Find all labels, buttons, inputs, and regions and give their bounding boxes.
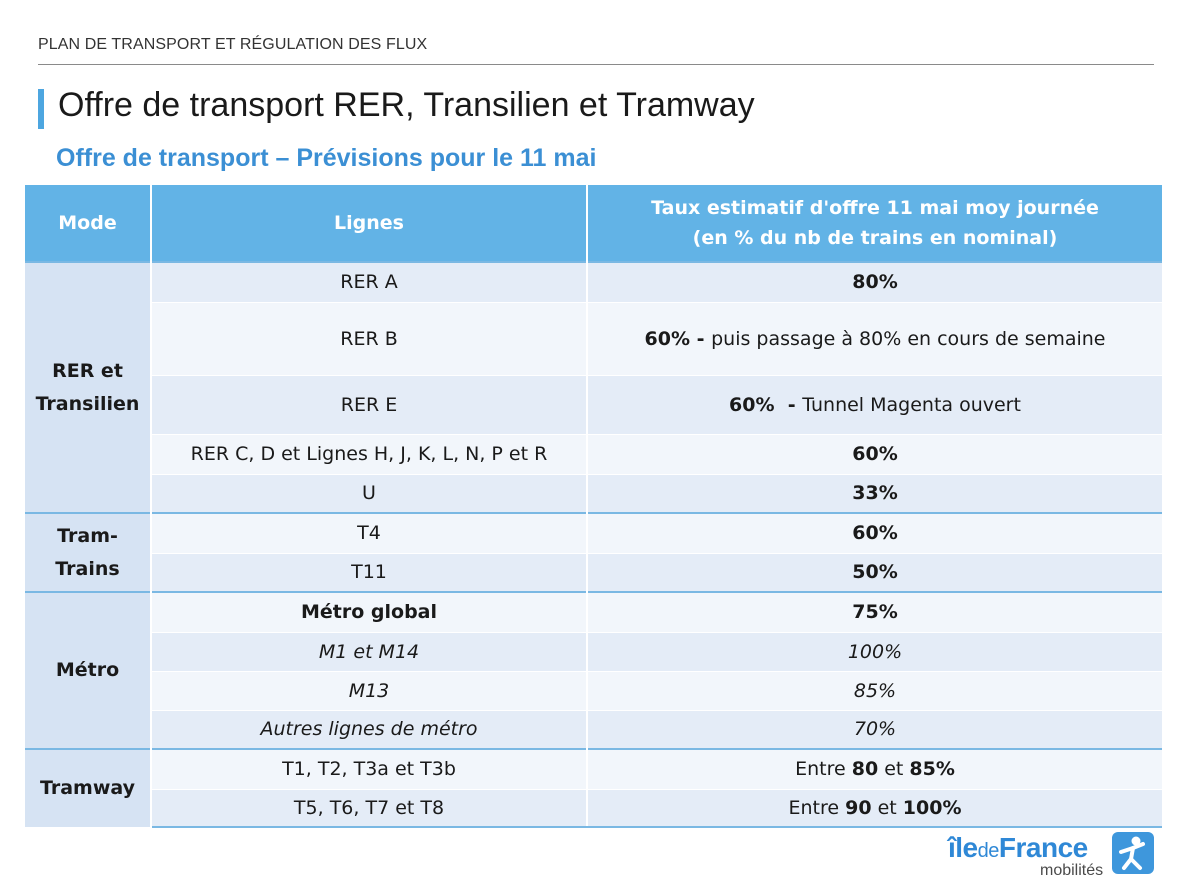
rate-conjunction: et [871,796,903,819]
line-cell: T1, T2, T3a et T3b [151,749,587,789]
table-row [25,513,1162,553]
line-cell: Autres lignes de métro [151,710,587,749]
rate-note: puis passage à 80% en cours de semaine [711,327,1106,350]
rate-prefix: Entre [795,758,852,781]
logo-france: France [998,832,1088,863]
line-cell: RER A [151,262,587,302]
logo-de: de [977,840,999,862]
rate-cell: 70% [587,710,1162,749]
table-row [25,632,1162,671]
mode-cell-tramway: Tramway [25,749,151,827]
person-walking-icon [1112,832,1154,874]
rate-separator: - [689,327,712,350]
column-header-lines: Lignes [151,185,587,262]
table-row [25,592,1162,632]
table-header-row [25,185,1162,262]
table-row [25,262,1162,302]
header-divider [38,64,1154,65]
column-header-mode: Mode [25,185,151,262]
line-cell: U [151,474,587,513]
table-row [25,749,1162,789]
mode-cell-tram-trains [25,513,151,592]
table-row [25,710,1162,749]
rate-cell: 80% [587,262,1162,302]
rate-min: 90 [845,796,872,819]
rate-cell: 85% [587,671,1162,710]
line-cell: RER B [151,302,587,375]
line-cell: M1 et M14 [151,632,587,671]
mode-cell-rer-transilien [25,262,151,513]
iledefrance-mobilites-logo [948,832,1158,882]
mode-label: Tram- [57,524,118,547]
rate-value: 60% [644,327,690,350]
rate-cell [587,749,1162,789]
mode-label: RER et [52,359,123,382]
rate-cell [587,375,1162,434]
rate-note: Tunnel Magenta ouvert [802,393,1021,416]
table-row [25,671,1162,710]
table-row [25,474,1162,513]
line-cell: T11 [151,553,587,592]
table-row [25,434,1162,474]
line-cell: RER E [151,375,587,434]
mode-label: Transilien [35,392,140,415]
rate-cell: 50% [587,553,1162,592]
rate-max: 85% [909,758,955,781]
section-header: PLAN DE TRANSPORT ET RÉGULATION DES FLUX [38,36,428,53]
line-cell: T4 [151,513,587,553]
table-row [25,375,1162,434]
rate-max: 100% [902,796,962,819]
rate-separator: - [774,393,803,416]
line-cell: RER C, D et Lignes H, J, K, L, N, P et R [151,434,587,474]
table-row [25,553,1162,592]
title-accent-bar [38,89,44,129]
logo-subtitle: mobilités [1040,862,1104,879]
rate-cell: 33% [587,474,1162,513]
column-header-rate [587,185,1162,262]
rate-value: 60% [729,393,775,416]
table-row [25,302,1162,375]
line-cell: T5, T6, T7 et T8 [151,789,587,827]
mode-cell-metro: Métro [25,592,151,749]
line-cell: M13 [151,671,587,710]
transport-offer-table [25,185,1162,828]
rate-cell: 60% [587,513,1162,553]
rate-cell [587,789,1162,827]
table-row [25,789,1162,827]
rate-prefix: Entre [788,796,846,819]
column-header-rate-line1: Taux estimatif d'offre 11 mai moy journée [651,197,1099,219]
line-cell: Métro global [151,592,587,632]
rate-min: 80 [851,758,879,781]
page-subtitle: Offre de transport – Prévisions pour le 11 mai [56,144,597,172]
rate-conjunction: et [878,758,910,781]
logo-ile: île [948,832,978,863]
rate-cell: 75% [587,592,1162,632]
logo-wordmark [948,832,1088,864]
page-title: Offre de transport RER, Transilien et Tramway [58,86,755,124]
rate-cell [587,302,1162,375]
column-header-rate-line2: (en % du nb de trains en nominal) [692,227,1058,249]
rate-cell: 100% [587,632,1162,671]
mode-label: Trains [55,557,120,580]
rate-cell: 60% [587,434,1162,474]
